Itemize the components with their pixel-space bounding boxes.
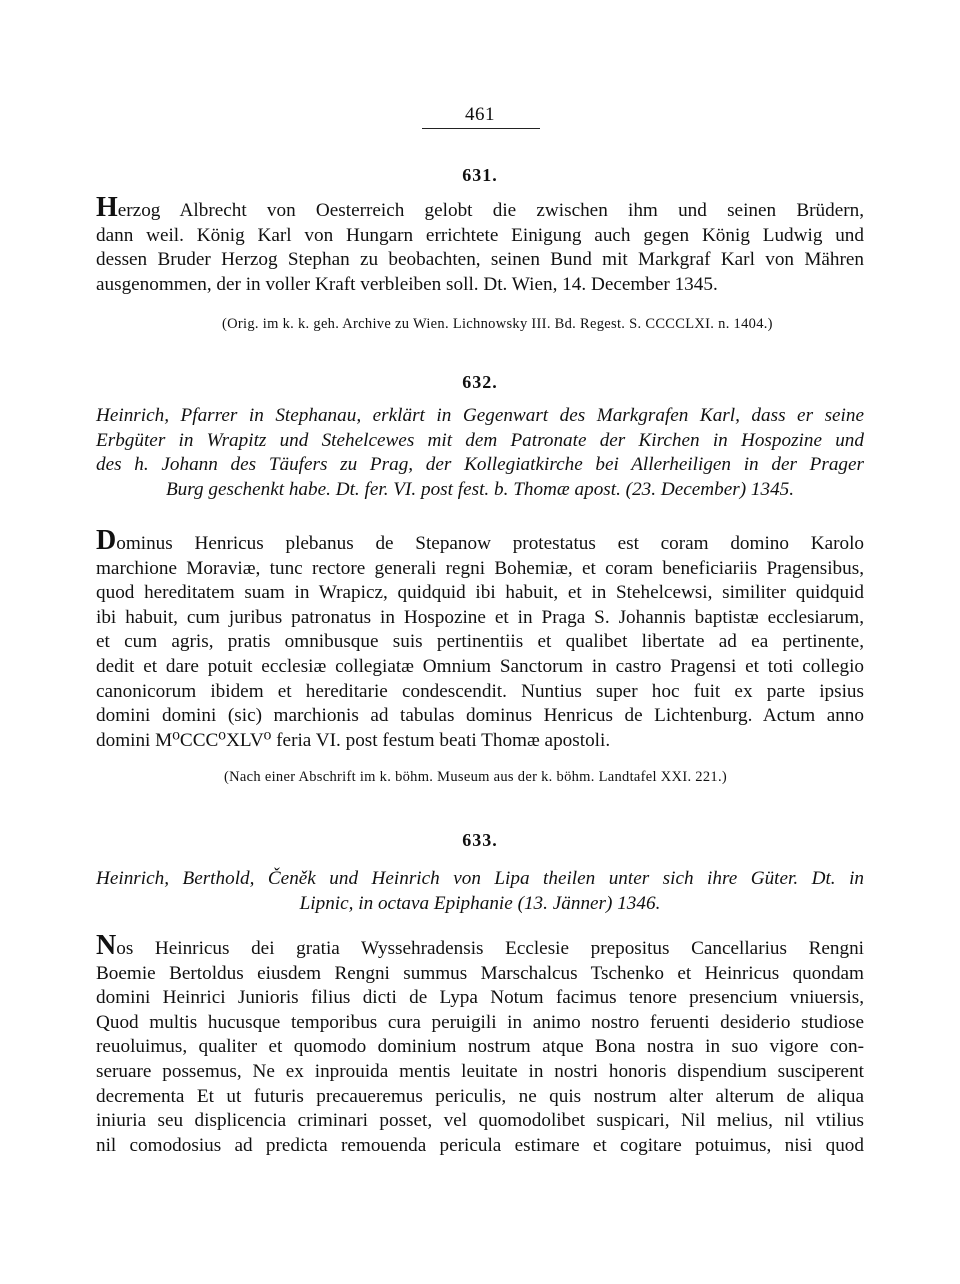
entry-number-631: 631. — [462, 165, 498, 185]
text-line — [96, 930, 864, 962]
text-line — [96, 525, 864, 557]
text-line: iniuria seu displicencia criminari posset, vel quomodolibet suspicari, Nil melius, nil vtilius — [96, 1110, 864, 1132]
summary-line: des h. Johann des Täufers zu Prag, der Kollegiatkirche bei Allerheiligen in der Prager — [96, 454, 864, 476]
summary-line — [96, 192, 864, 224]
drop-initial: N — [96, 930, 117, 961]
text-line: Quod multis hucusque temporibus cura peruigili in animo nostro feruenti desiderio studiose — [96, 1011, 864, 1033]
entry-632-source: (Nach einer Abschrift im k. böhm. Museum aus der k. böhm. Landtafel XXI. 221.) — [224, 769, 727, 785]
text-line: domini domini (sic) marchionis ad tabulas dominus Henricus de Lichtenburg. Actum anno — [96, 705, 864, 727]
summary-line-rest: erzog Albrecht von Oesterreich gelobt die zwischen ihm und seinen Brüdern, — [117, 200, 864, 221]
text-line: nil comodosius ad predicta remouenda pericula estimare et cogitare potuimus, nisi quod — [96, 1134, 864, 1156]
text-line: Boemie Bertoldus eiusdem Rengni summus Marschalcus Tschenko et Heinricus quondam — [96, 962, 864, 984]
text-line: seruare possemus, Ne ex inprouida mentis leuitate in nostri honoris dispendium susciperent — [96, 1060, 864, 1082]
drop-initial: H — [96, 192, 118, 223]
text-line: dedit et dare potuit ecclesiæ collegiatæ Omnium Sanctorum in castro Pragensi et toti collegio — [96, 655, 864, 677]
summary-line: Erbgüter in Wrapitz und Stehelcewes mit dem Patronate der Kirchen in Hospozine und — [96, 429, 864, 451]
text-line: ibi habuit, cum juribus patronatus in Hospozine et in Praga S. Johannis baptistæ ecclesiarum, — [96, 606, 864, 628]
text-line: decrementa Et ut futuris precaueremus periculis, ne quis nostrum alter alterum de aliqua — [96, 1085, 864, 1107]
entry-632-text — [96, 525, 864, 753]
entry-number-632: 632. — [462, 372, 498, 392]
summary-line: ausgenommen, der in voller Kraft verbleiben soll. Dt. Wien, 14. December 1345. — [96, 273, 718, 295]
text-line: marchione Moraviæ, tunc rectore generali regni Bohemiæ, et coram beneficiariis Pragensibus, — [96, 557, 864, 579]
page-number: 461 — [465, 104, 495, 125]
text-line: canonicorum ibidem et hereditarie condescendit. Nuntius super hoc fuit ex parte ipsius — [96, 680, 864, 702]
entry-632-summary — [96, 404, 864, 502]
summary-line: Burg geschenkt habe. Dt. fer. VI. post fest. b. Thomæ apost. (23. December) 1345. — [165, 478, 795, 500]
entry-631-source: (Orig. im k. k. geh. Archive zu Wien. Lichnowsky III. Bd. Regest. S. CCCCLXI. n. 1404.) — [222, 316, 773, 332]
entry-633-text — [96, 930, 864, 1158]
text-line: domini M⁰CCC⁰XLV⁰ feria VI. post festum beati Thomæ apostoli. — [96, 729, 611, 751]
text-line: quod hereditatem suam in Wrapicz, quidquid ibi habuit, et in Stehelcewsi, similiter quidquid — [96, 582, 864, 604]
text-line-rest: ominus Henricus plebanus de Stepanow protestatus est coram domino Karolo — [116, 533, 864, 554]
page-number-rule — [422, 128, 540, 129]
entry-633-summary — [96, 867, 864, 916]
drop-initial: D — [96, 525, 117, 556]
text-line-rest: os Heinricus dei gratia Wyssehradensis Ecclesie prepositus Cancellarius Rengni — [116, 938, 864, 959]
summary-line: Lipnic, in octava Epiphanie (13. Jänner) 1346. — [299, 892, 661, 914]
text-line: et cum agris, pratis omnibusque suis pertinentiis et qualibet libertate ad ea pertinente, — [96, 631, 864, 653]
summary-line: dessen Bruder Herzog Stephan zu beobachten, seinen Bund mit Markgraf Karl von Mähren — [96, 249, 864, 271]
summary-line: dann weil. König Karl von Hungarn errichtete Einigung auch gegen König Ludwig und — [96, 224, 864, 246]
entry-number-633: 633. — [462, 830, 498, 850]
summary-line: Heinrich, Pfarrer in Stephanau, erklärt in Gegenwart des Markgrafen Karl, dass er seine — [96, 405, 864, 426]
entry-631-summary — [96, 192, 864, 297]
text-line: reuoluimus, qualiter et quomodo dominium nostrum atque Bona nostra in suo vigore con- — [96, 1036, 864, 1058]
text-line: domini Heinrici Junioris filius dicti de Lypa Notum facimus tenore presencium vniuersis, — [96, 987, 864, 1009]
summary-line: Heinrich, Berthold, Čeněk und Heinrich von Lipa theilen unter sich ihre Güter. Dt. in — [96, 868, 864, 889]
